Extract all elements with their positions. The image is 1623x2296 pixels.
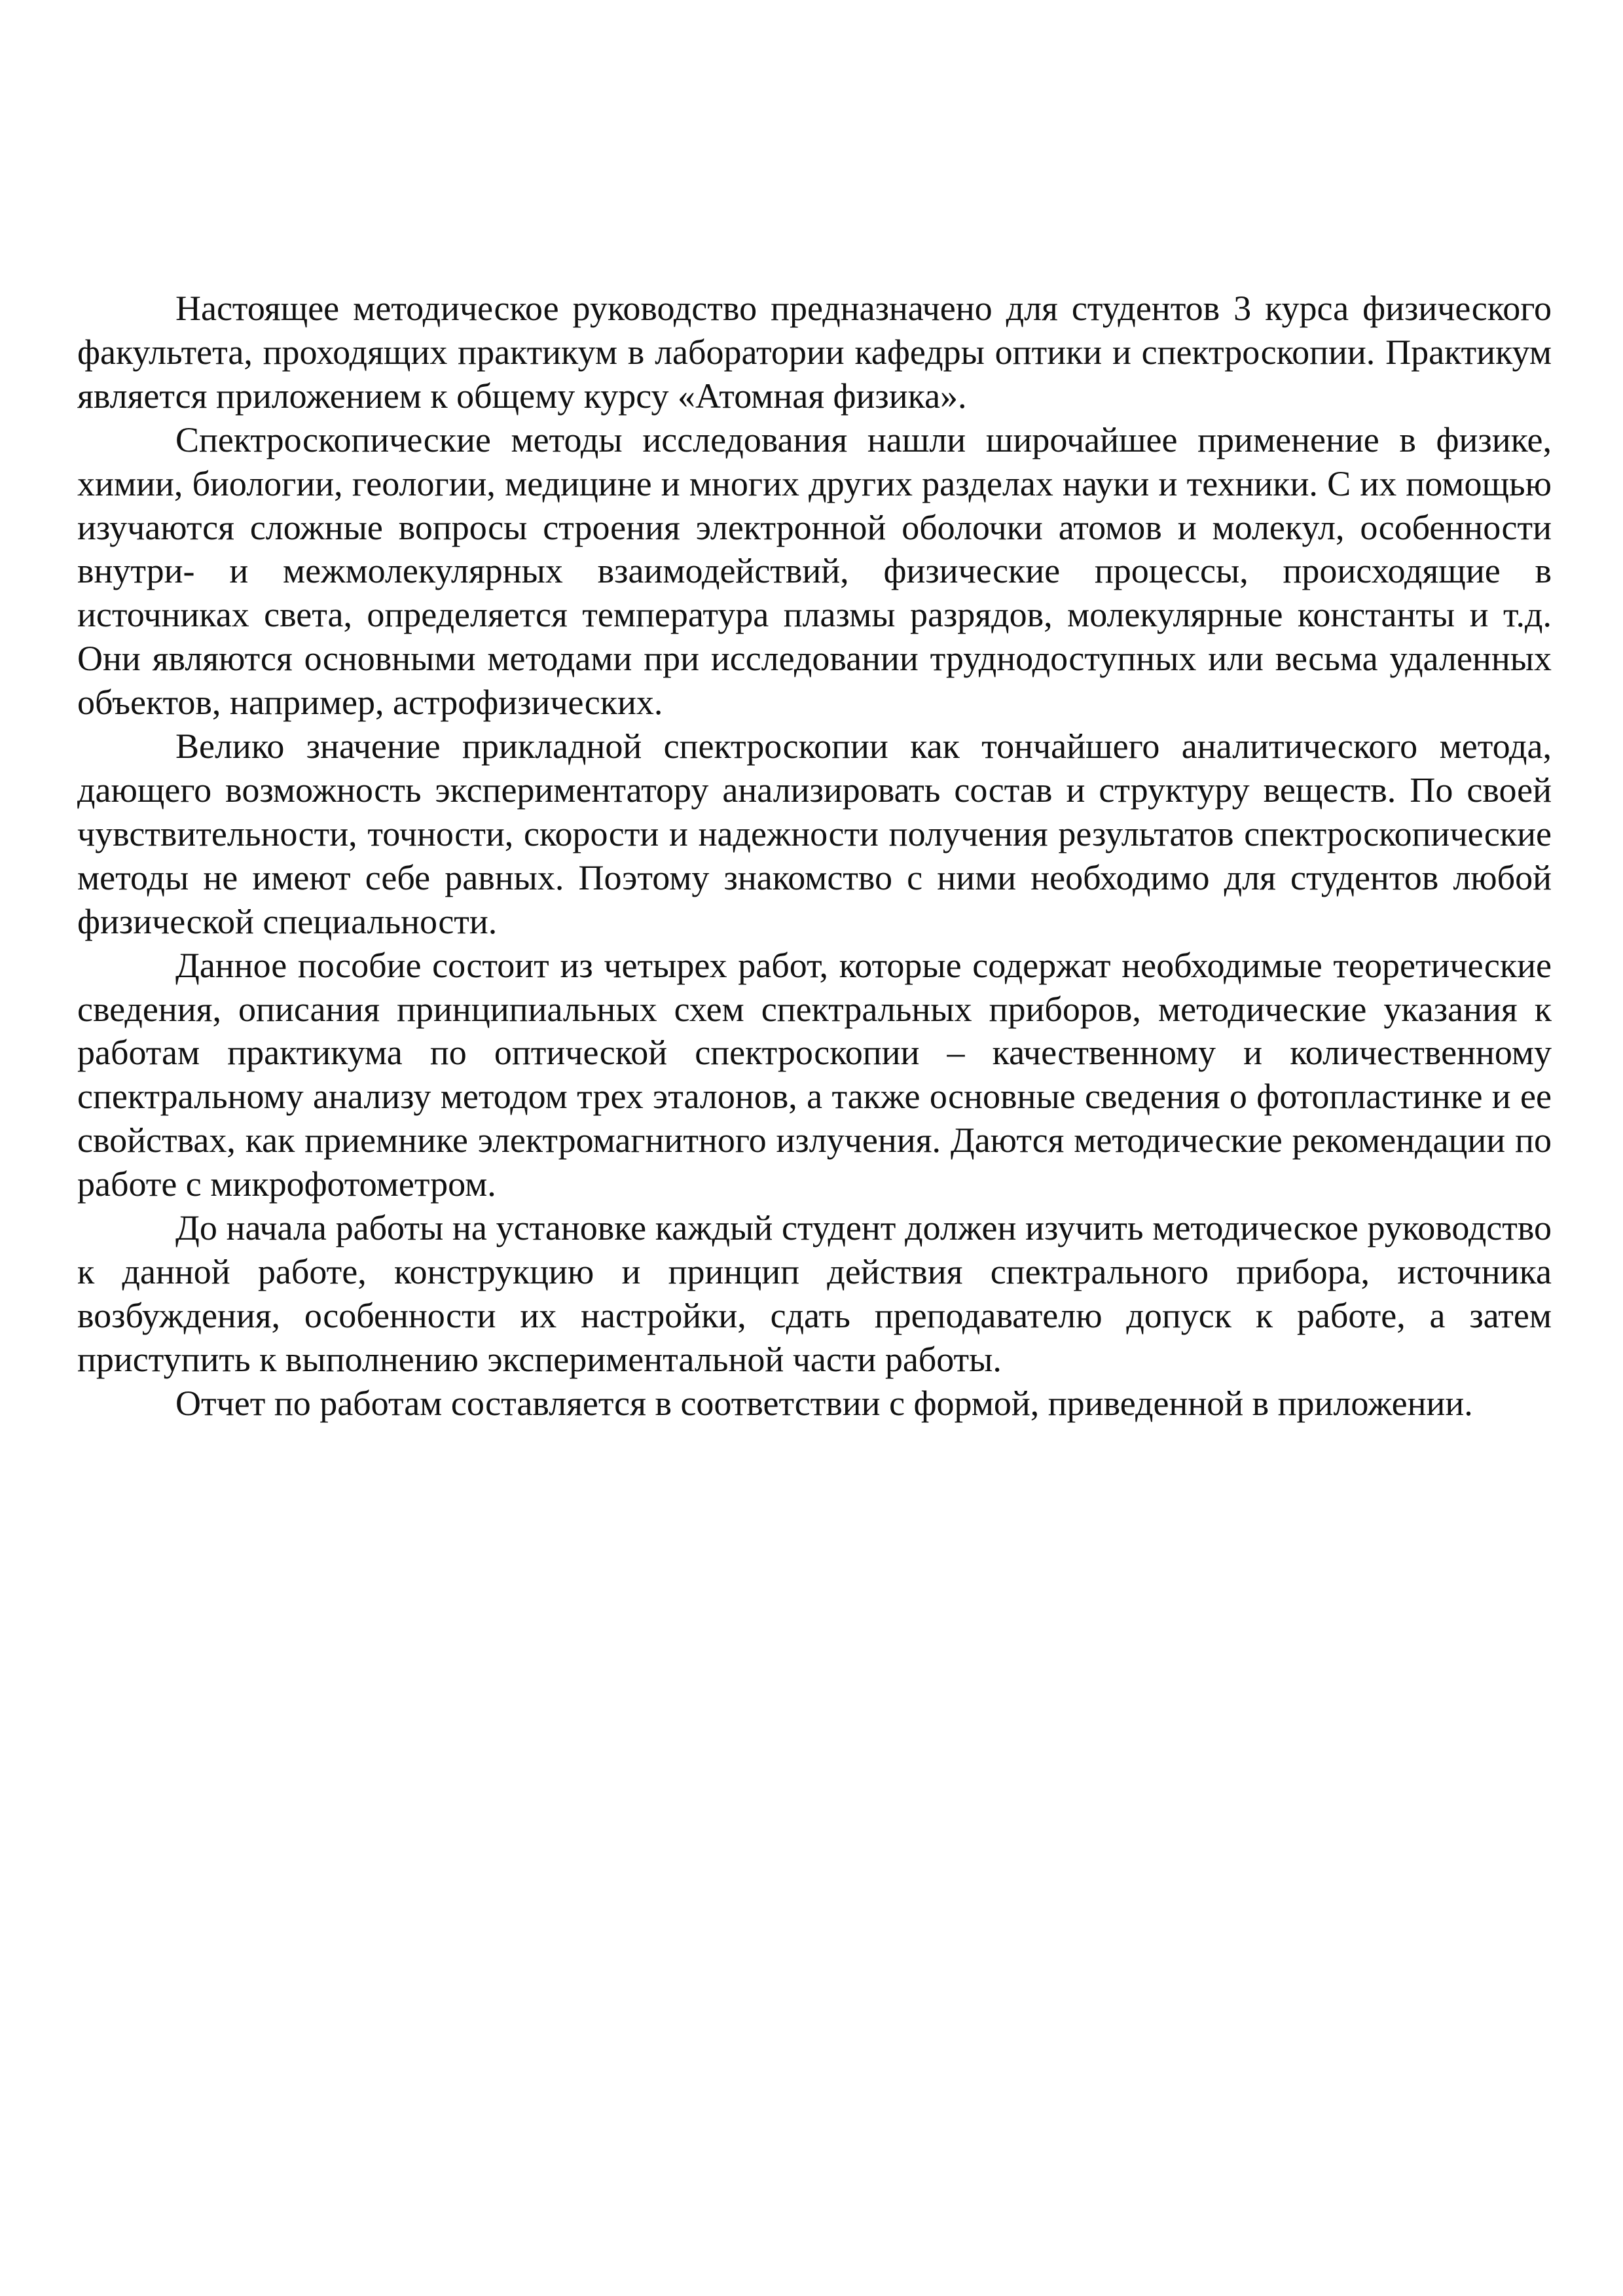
paragraph-spectroscopy-methods: Спектроскопические методы исследования нашли широчайшее применение в физике, химии, биологии, геологии, медицине и многих других разделах науки и техники. С их помощью изучаются сложные вопросы строения электронной оболочки атомов и молекул, особенности внутри- и межмолекулярных взаимодействий, физические процессы, происходящие в источниках света, определяется температура плазмы разрядов, молекулярные константы и т.д. Они являются основными методами при исследовании труднодоступных или весьма удаленных объектов, например, астрофизических.: [77, 420, 1552, 723]
body-text: [77, 287, 1552, 1426]
paragraph-applied-spectroscopy: Велико значение прикладной спектроскопии как тончайшего аналитического метода, дающего возможность экспериментатору анализировать состав и структуру веществ. По своей чувствительности, точности, скорости и надежности получения результатов спектроскопические методы не имеют себе равных. Поэтому знакомство с ними необходимо для студентов любой физической специальности.: [77, 726, 1552, 941]
paragraph-manual-contents: Данное пособие состоит из четырех работ, которые содержат необходимые теоретические сведения, описания принципиальных схем спектральных приборов, методические указания к работам практикума по оптической спектроскопии – качественному и количественному спектральному анализу методом трех эталонов, а также основные сведения о фотопластинке и ее свойствах, как приемнике электромагнитного излучения. Даются методические рекомендации по работе с микрофотометром.: [77, 945, 1552, 1204]
paragraph-intro: Настоящее методическое руководство предназначено для студентов 3 курса физического факультета, проходящих практикум в лаборатории кафедры оптики и спектроскопии. Практикум является приложением к общему курсу «Атомная физика».: [77, 289, 1552, 416]
paragraph-before-work: До начала работы на установке каждый студент должен изучить методическое руководство к данной работе, конструкцию и принцип действия спектрального прибора, источника возбуждения, особенности их настройки, сдать преподавателю допуск к работе, а затем приступить к выполнению экспериментальной части работы.: [77, 1208, 1552, 1379]
paragraph-report: Отчет по работам составляется в соответствии с формой, приведенной в приложении.: [175, 1383, 1473, 1423]
